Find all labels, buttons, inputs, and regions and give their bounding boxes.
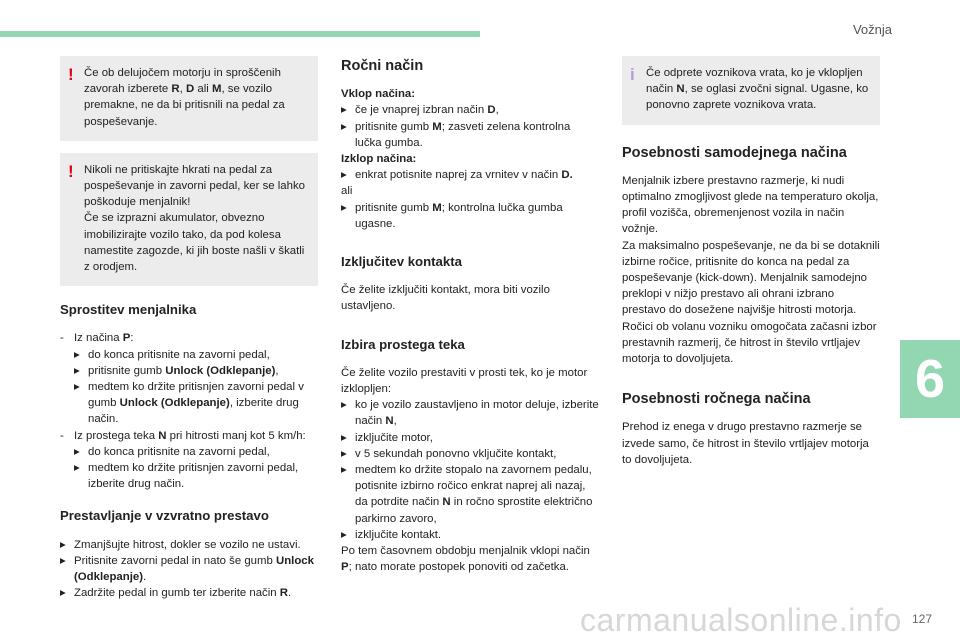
column-3 <box>622 56 880 468</box>
bullet-icon: ▸ <box>341 447 347 460</box>
watermark: carmanualsonline.info <box>580 602 902 638</box>
warning-box-2 <box>60 153 318 286</box>
list-item: ▸ Pritisnite zavorni pedal in nato še gumb Unlock (Odklepanje). <box>60 554 314 584</box>
izklop-label: Izklop načina: <box>341 153 417 166</box>
heading-sprostitev: Sprostitev menjalnika <box>60 302 197 318</box>
bullet-icon: ▸ <box>74 364 80 377</box>
bullet-icon: ▸ <box>74 462 80 475</box>
page-number: 127 <box>912 612 933 626</box>
bullet-icon: ▸ <box>74 348 80 361</box>
prosti-list <box>341 397 599 543</box>
list-item: - Iz načina P: <box>60 332 134 345</box>
samodejni-p2: Za maksimalno pospeševanje, ne da bi se dotaknili izbirne ročice, pritisnite do konca na pedal za pospeševanje (kick-down). Menjalnik samodejno preklopi v nižjo prestavo ali ohrani izbrano prestavo do dosežene najvišje hitrosti motorja. <box>622 239 880 317</box>
list-item: - Iz prostega teka N pri hitrosti manj kot 5 km/h: <box>60 429 306 442</box>
list-item: ▸ medtem ko držite stopalo na zavornem pedalu, potisnite izbirno ročico enkrat naprej ali nazaj, da potrdite način N in ročno sprostite električno parkirno zavoro, <box>341 464 593 525</box>
bullet-icon: ▸ <box>341 464 347 477</box>
heading-prosti: Izbira prostega teka <box>341 336 465 352</box>
bullet-icon: ▸ <box>341 104 347 117</box>
heading-rocnega: Posebnosti ročnega načina <box>622 391 811 408</box>
bullet-icon: ▸ <box>341 169 347 182</box>
section-title: Vožnja <box>852 22 892 37</box>
bullet-icon: ▸ <box>341 201 347 214</box>
list-item: ▸ enkrat potisnite naprej za vrnitev v način D. <box>341 167 599 183</box>
bullet-icon: ▸ <box>341 399 347 412</box>
heading-rocni: Ročni način <box>341 58 424 74</box>
header-accent-bar <box>0 31 480 37</box>
list-item: ▸ pritisnite gumb Unlock (Odklepanje), <box>74 363 318 379</box>
info-box <box>622 56 880 125</box>
bullet-icon: ▸ <box>60 587 66 600</box>
bullet-icon: ▸ <box>60 538 66 551</box>
samodejni-p1: Menjalnik izbere prestavno razmerje, ki nudi optimalno zmogljivost glede na temperaturo okolja, profil vozišča, obremenjenost vozila in način vožnje. <box>622 174 879 236</box>
list-item: ▸ ko je vozilo zaustavljeno in motor deluje, izberite način N, <box>341 399 599 428</box>
list-item: ▸ do konca pritisnite na zavorni pedal, <box>74 347 318 363</box>
list-item: ▸ do konca pritisnite na zavorni pedal, <box>74 444 318 460</box>
warning-text-2a: Nikoli ne pritiskajte hkrati na pedal za pospeševanje in zavorni pedal, ker se lahko poškoduje menjalnik! <box>84 163 305 209</box>
list-item: ▸ izključite kontakt. <box>341 527 599 543</box>
list-item: ▸ pritisnite gumb M; kontrolna lučka gumba ugasne. <box>341 201 563 230</box>
list-item: ▸ Zmanjšujte hitrost, dokler se vozilo ne ustavi. <box>60 537 318 553</box>
warning-text-2b: Če se izprazni akumulator, obvezno imobilizirajte vozilo tako, da pod kolesa namestite zagozde, ki jih boste našli v škatli z orodjem. <box>84 212 305 274</box>
list-item: ▸ izključite motor, <box>341 430 599 446</box>
info-icon: i <box>630 65 635 84</box>
bullet-icon: ▸ <box>74 381 80 394</box>
list-item: ▸ pritisnite gumb M; zasveti zelena kontrolna lučka gumba. <box>341 120 571 149</box>
warning-text-1: Če ob delujočem motorju in sproščenih zavorah izberete R, D ali M, se vozilo premakne, ne da bi pritisnili na pedal za pospeševanje. <box>84 67 285 128</box>
list-item: ▸ če je vnaprej izbran način D, <box>341 102 599 118</box>
bullet-icon: ▸ <box>341 431 347 444</box>
izklop-list-2 <box>341 200 599 232</box>
list-item: ▸ v 5 sekundah ponovno vključite kontakt, <box>341 446 599 462</box>
prosti-intro: Če želite vozilo prestaviti v prosti tek, ko je motor izklopljen: <box>341 366 588 396</box>
izklop-list <box>341 167 599 183</box>
bullet-icon: ▸ <box>74 445 80 458</box>
vklop-list <box>341 102 599 151</box>
heading-kontakt: Izključitev kontakta <box>341 254 462 270</box>
warning-icon: ! <box>68 161 74 181</box>
column-2 <box>341 56 599 575</box>
heading-samodejni: Posebnosti samodejnega načina <box>622 144 847 161</box>
list-item: ▸ medtem ko držite pritisnjen zavorni pedal v gumb Unlock (Odklepanje), izberite drug način. <box>74 381 304 426</box>
bullet-icon: ▸ <box>60 554 66 567</box>
ali-text: ali <box>341 185 353 198</box>
bullet-icon: ▸ <box>341 120 347 133</box>
sub-list <box>60 444 318 493</box>
prosti-end: Po tem časovnem obdobju menjalnik vklopi način P; nato morate postopek ponoviti od začetka. <box>341 545 590 574</box>
chapter-tab: 6 <box>900 340 960 418</box>
info-text: Če odprete voznikova vrata, ko je vklopljen način N, se oglasi zvočni signal. Ugasne, ko ponovno zaprete voznikova vrata. <box>646 67 869 112</box>
column-1 <box>60 56 318 601</box>
list-item: ▸ Zadržite pedal in gumb ter izberite način R. <box>60 585 318 601</box>
samodejni-p3: Ročici ob volanu vozniku omogočata začasni izbor prestavnih razmerij, če hitrost in število vrtljajev motorja to dovoljujeta. <box>622 320 877 366</box>
kontakt-text: Če želite izključiti kontakt, mora biti vozilo ustavljeno. <box>341 284 550 313</box>
heading-vzvratno: Prestavljanje v vzvratno prestavo <box>60 508 269 524</box>
bullet-icon: ▸ <box>341 528 347 541</box>
list-item: ▸ medtem ko držite pritisnjen zavorni pedal, izberite drug način. <box>74 462 299 491</box>
vklop-label: Vklop načina: <box>341 88 416 101</box>
rocnega-p1: Prehod iz enega v drugo prestavno razmerje se izvede samo, če hitrost in število vrtljajev motorja to dovoljujeta. <box>622 421 869 466</box>
warning-box-1 <box>60 56 318 141</box>
reverse-list <box>60 537 318 602</box>
sub-list <box>60 347 318 428</box>
warning-icon: ! <box>68 65 74 84</box>
